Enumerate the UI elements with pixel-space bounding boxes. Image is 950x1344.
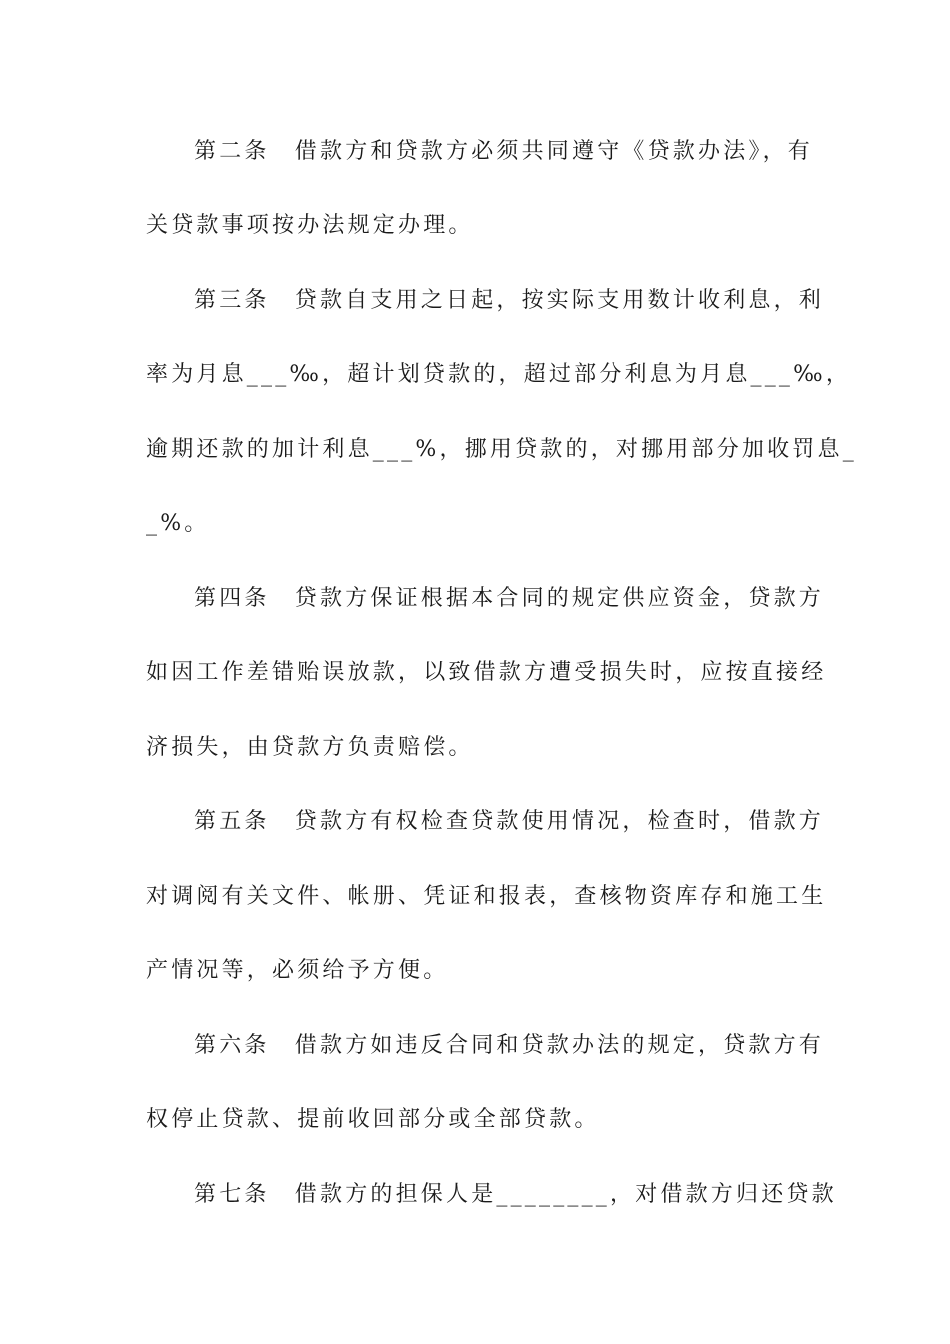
article-4-line-3: 济损失，由贷款方负责赔偿。 [146,735,474,760]
article-5-line-3: 产情况等，必须给予方便。 [146,958,449,983]
article-3-line-3: 逾期还款的加计利息___%，挪用贷款的，对挪用部分加收罚息_ [146,437,857,462]
article-3-line-1: 第三条 贷款自支用之日起，按实际支用数计收利息，利 [194,288,825,313]
article-6-line-2: 权停止贷款、提前收回部分或全部贷款。 [146,1107,600,1132]
article-7-line-1: 第七条 借款方的担保人是________，对借款方归还贷款 [194,1182,837,1207]
article-6-line-1: 第六条 借款方如违反合同和贷款办法的规定，贷款方有 [194,1033,825,1058]
article-2-line-1: 第二条 借款方和贷款方必须共同遵守《贷款办法》，有 [194,139,814,164]
article-4-line-2: 如因工作差错贻误放款，以致借款方遭受损失时，应按直接经 [146,660,827,685]
article-5-line-2: 对调阅有关文件、帐册、凭证和报表，查核物资库存和施工生 [146,884,827,909]
article-3-line-4: _%。 [146,511,210,536]
article-4-line-1: 第四条 贷款方保证根据本合同的规定供应资金，贷款方 [194,586,825,611]
article-3-line-2: 率为月息___‰，超计划贷款的，超过部分利息为月息___‰， [146,362,852,387]
article-2-line-2: 关贷款事项按办法规定办理。 [146,213,474,238]
article-5-line-1: 第五条 贷款方有权检查贷款使用情况，检查时，借款方 [194,809,825,834]
